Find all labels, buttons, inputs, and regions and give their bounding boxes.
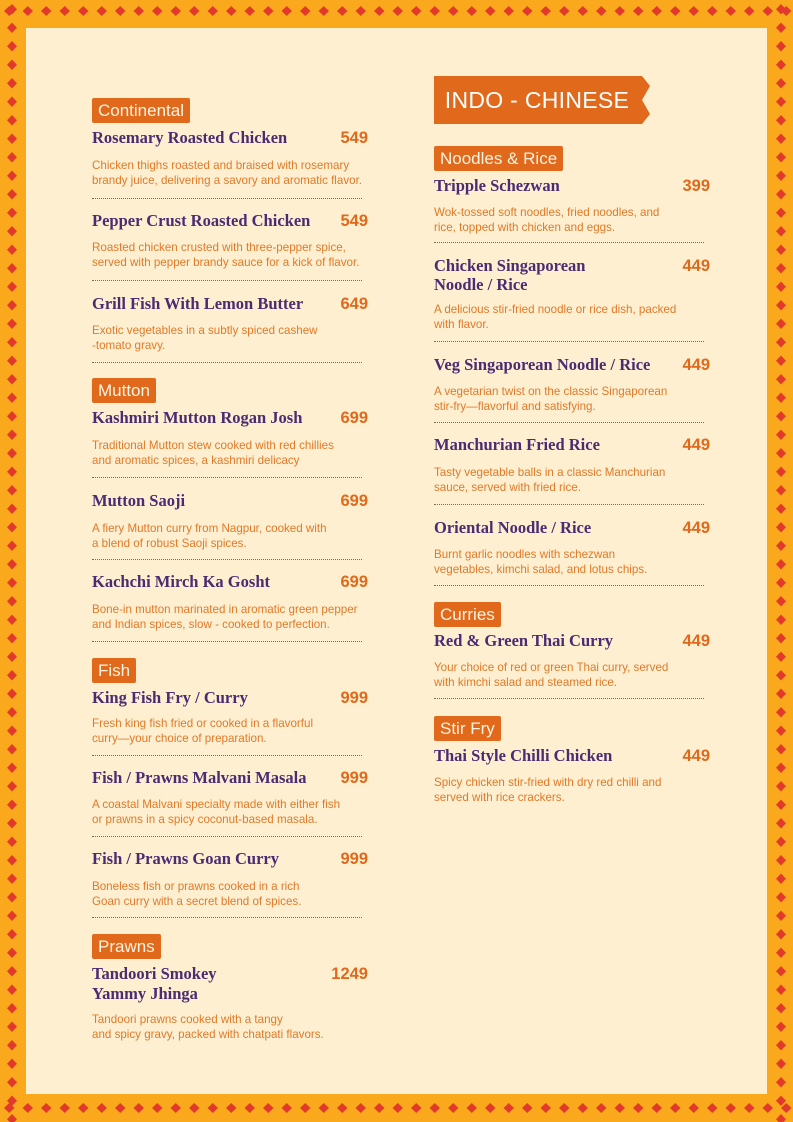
item-description: Goan curry with a secret blend of spices. [92, 895, 302, 908]
section-title-mutton: Mutton [92, 378, 156, 403]
divider [434, 422, 704, 423]
item-description: with kimchi salad and steamed rice. [434, 676, 618, 689]
menu-page [26, 28, 767, 1094]
item-description: Fresh king fish fried or cooked in a flavorful [92, 717, 314, 730]
item-name: Veg Singaporean Noodle / Rice [434, 355, 651, 374]
item-price: 449 [682, 632, 710, 650]
item-name: Kashmiri Mutton Rogan Josh [92, 408, 303, 427]
divider [434, 504, 704, 505]
item-price: 449 [682, 519, 710, 537]
item-price: 449 [682, 436, 710, 454]
frame-border-right [776, 0, 786, 1122]
item-description: -tomato gravy. [92, 339, 166, 352]
item-description: a blend of robust Saoji spices. [92, 537, 247, 550]
item-description: Traditional Mutton stew cooked with red chillies [92, 439, 334, 452]
item-description: served with rice crackers. [434, 791, 565, 804]
item-name: Oriental Noodle / Rice [434, 518, 592, 537]
divider [434, 341, 704, 342]
divider [92, 641, 362, 642]
frame-border-bottom [0, 1103, 793, 1113]
section-title-stir-fry: Stir Fry [434, 716, 501, 741]
divider [434, 698, 704, 699]
divider [92, 280, 362, 281]
divider [434, 242, 704, 243]
frame-border-left [7, 0, 17, 1122]
item-description: Tandoori prawns cooked with a tangy [92, 1013, 283, 1026]
item-name-line-2: Noodle / Rice [434, 275, 528, 294]
item-name: Grill Fish With Lemon Butter [92, 294, 304, 313]
item-description: sauce, served with fried rice. [434, 481, 581, 494]
item-description: brandy juice, delivering a savory and aromatic flavor. [92, 174, 363, 187]
item-price: 999 [340, 850, 368, 868]
divider [92, 917, 362, 918]
item-price: 1249 [331, 965, 368, 983]
item-description: Exotic vegetables in a subtly spiced cashew [92, 324, 318, 337]
item-description: Wok-tossed soft noodles, fried noodles, and [434, 206, 660, 219]
item-price: 549 [340, 129, 368, 147]
item-name: Kachchi Mirch Ka Gosht [92, 572, 270, 591]
item-price: 699 [340, 492, 368, 510]
item-description: stir-fry—flavorful and satisfying. [434, 400, 596, 413]
item-description: vegetables, kimchi salad, and lotus chips. [434, 563, 648, 576]
item-description: and Indian spices, slow - cooked to perfection. [92, 618, 330, 631]
item-name: King Fish Fry / Curry [92, 688, 248, 707]
item-description: and aromatic spices, a kashmiri delicacy [92, 454, 300, 467]
frame-border-top [0, 6, 793, 16]
section-title-curries: Curries [434, 602, 501, 627]
item-description: Tasty vegetable balls in a classic Manchurian [434, 466, 666, 479]
divider [92, 198, 362, 199]
item-description: A fiery Mutton curry from Nagpur, cooked with [92, 522, 327, 535]
divider [92, 755, 362, 756]
divider [92, 836, 362, 837]
divider [92, 362, 362, 363]
item-description: Bone-in mutton marinated in aromatic green pepper [92, 603, 358, 616]
item-name: Chicken Singaporean [434, 256, 586, 275]
item-name-line-2: Yammy Jhinga [92, 984, 198, 1003]
item-description: A delicious stir-fried noodle or rice dish, packed [434, 303, 677, 316]
item-description: Boneless fish or prawns cooked in a rich [92, 880, 300, 893]
item-price: 999 [340, 689, 368, 707]
item-description: Roasted chicken crusted with three-pepper spice, [92, 241, 346, 254]
item-price: 549 [340, 212, 368, 230]
section-title-prawns: Prawns [92, 934, 161, 959]
item-price: 449 [682, 257, 710, 275]
item-price: 699 [340, 409, 368, 427]
item-description: Burnt garlic noodles with schezwan [434, 548, 616, 561]
item-price: 399 [682, 177, 710, 195]
item-name: Tandoori Smokey [92, 964, 217, 983]
item-name: Fish / Prawns Goan Curry [92, 849, 280, 868]
section-title-continental: Continental [92, 98, 190, 123]
divider [92, 559, 362, 560]
item-description: Spicy chicken stir-fried with dry red chilli and [434, 776, 662, 789]
item-description: with flavor. [434, 318, 489, 331]
item-price: 449 [682, 356, 710, 374]
item-name: Rosemary Roasted Chicken [92, 128, 288, 147]
banner-title: INDO - CHINESE [444, 87, 630, 113]
item-name: Manchurian Fried Rice [434, 435, 600, 454]
item-description: Your choice of red or green Thai curry, served [434, 661, 669, 674]
item-name: Fish / Prawns Malvani Masala [92, 768, 307, 787]
item-description: and spicy gravy, packed with chatpati flavors. [92, 1028, 324, 1041]
section-title-fish: Fish [92, 658, 136, 683]
divider [434, 585, 704, 586]
item-name: Thai Style Chilli Chicken [434, 746, 613, 765]
item-price: 999 [340, 769, 368, 787]
item-price: 649 [340, 295, 368, 313]
item-description: Chicken thighs roasted and braised with rosemary [92, 159, 350, 172]
item-description: served with pepper brandy sauce for a kick of flavor. [92, 256, 360, 269]
item-description: rice, topped with chicken and eggs. [434, 221, 616, 234]
section-title-noodles: Noodles & Rice [434, 146, 563, 171]
item-description: A vegetarian twist on the classic Singaporean [434, 385, 668, 398]
item-price: 449 [682, 747, 710, 765]
item-description: A coastal Malvani specialty made with either fish [92, 798, 341, 811]
item-name: Red & Green Thai Curry [434, 631, 614, 650]
item-name: Mutton Saoji [92, 491, 186, 510]
indo-chinese-banner [434, 76, 650, 124]
item-name: Tripple Schezwan [434, 176, 560, 195]
item-price: 699 [340, 573, 368, 591]
item-name: Pepper Crust Roasted Chicken [92, 211, 311, 230]
item-description: curry—your choice of preparation. [92, 732, 267, 745]
divider [92, 477, 362, 478]
item-description: or prawns in a spicy coconut-based masala. [92, 813, 318, 826]
